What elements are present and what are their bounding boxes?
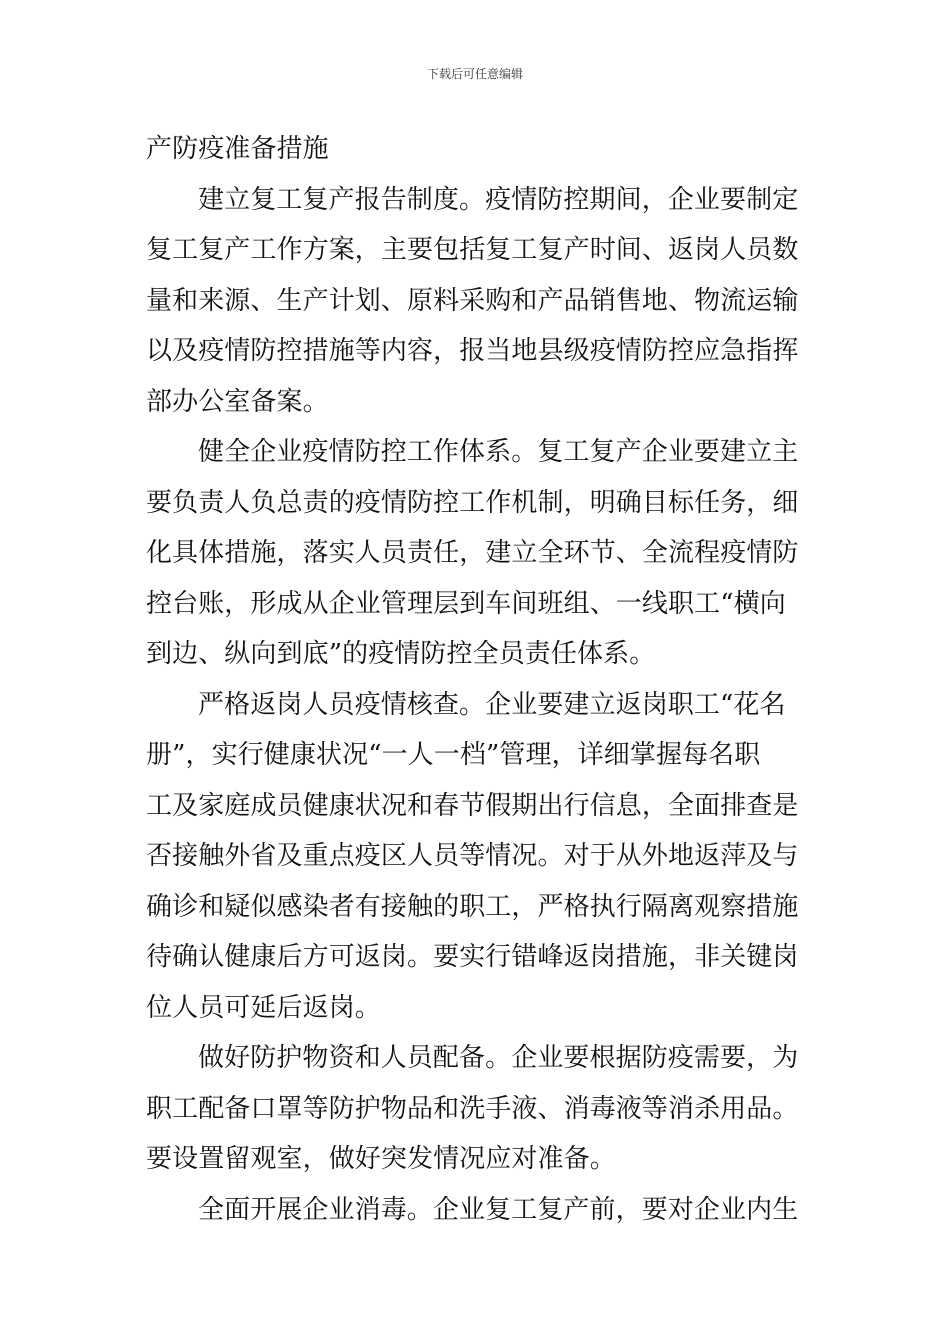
text-line: 化具体措施，落实人员责任，建立全环节、全流程疫情防: [146, 538, 799, 568]
paragraph-first-line: 建立复工复产报告制度。疫情防控期间，企业要制定: [198, 184, 799, 215]
text-line: 待确认健康后方可返岗。要实行错峰返岗措施，非关键岗: [146, 942, 799, 972]
text-line: 工及家庭成员健康状况和春节假期出行信息，全面排查是: [146, 790, 799, 821]
text-line: 量和来源、生产计划、原料采购和产品销售地、物流运输: [146, 285, 799, 316]
text-line: 以及疫情防控措施等内容，报当地县级疫情防控应急指挥: [146, 336, 799, 366]
text-line: 要设置留观室，做好突发情况应对准备。: [146, 1144, 616, 1174]
page-header-watermark: 下载后可任意编辑: [426, 67, 523, 81]
text-line: 册”，实行健康状况“一人一档”管理，详细掌握每名职: [146, 740, 761, 770]
paragraph-first-line: 严格返岗人员疫情核查。企业要建立返岗职工“花名: [198, 689, 786, 720]
text-line: 部办公室备案。: [146, 386, 329, 417]
text-line: 到边、纵向到底”的疫情防控全员责任体系。: [146, 639, 656, 669]
text-line: 要负责人负总责的疫情防控工作机制，明确目标任务，细: [146, 487, 799, 518]
text-line: 复工复产工作方案，主要包括复工复产时间、返岗人员数: [146, 235, 799, 265]
text-line: 位人员可延后返岗。: [146, 992, 381, 1023]
paragraph-first-line: 做好防护物资和人员配备。企业要根据防疫需要，为: [198, 1043, 799, 1073]
text-line: 产防疫准备措施: [146, 134, 329, 164]
paragraph-first-line: 全面开展企业消毒。企业复工复产前，要对企业内生: [198, 1194, 799, 1225]
text-line: 确诊和疑似感染者有接触的职工，严格执行隔离观察措施: [146, 891, 799, 922]
document-body: [146, 124, 810, 1235]
text-line: 控台账，形成从企业管理层到车间班组、一线职工“横向: [146, 588, 786, 619]
text-line: 职工配备口罩等防护物品和洗手液、消毒液等消杀用品。: [146, 1093, 799, 1124]
paragraph-first-line: 健全企业疫情防控工作体系。复工复产企业要建立主: [198, 437, 799, 467]
text-line: 否接触外省及重点疫区人员等情况。对于从外地返萍及与: [146, 841, 799, 871]
